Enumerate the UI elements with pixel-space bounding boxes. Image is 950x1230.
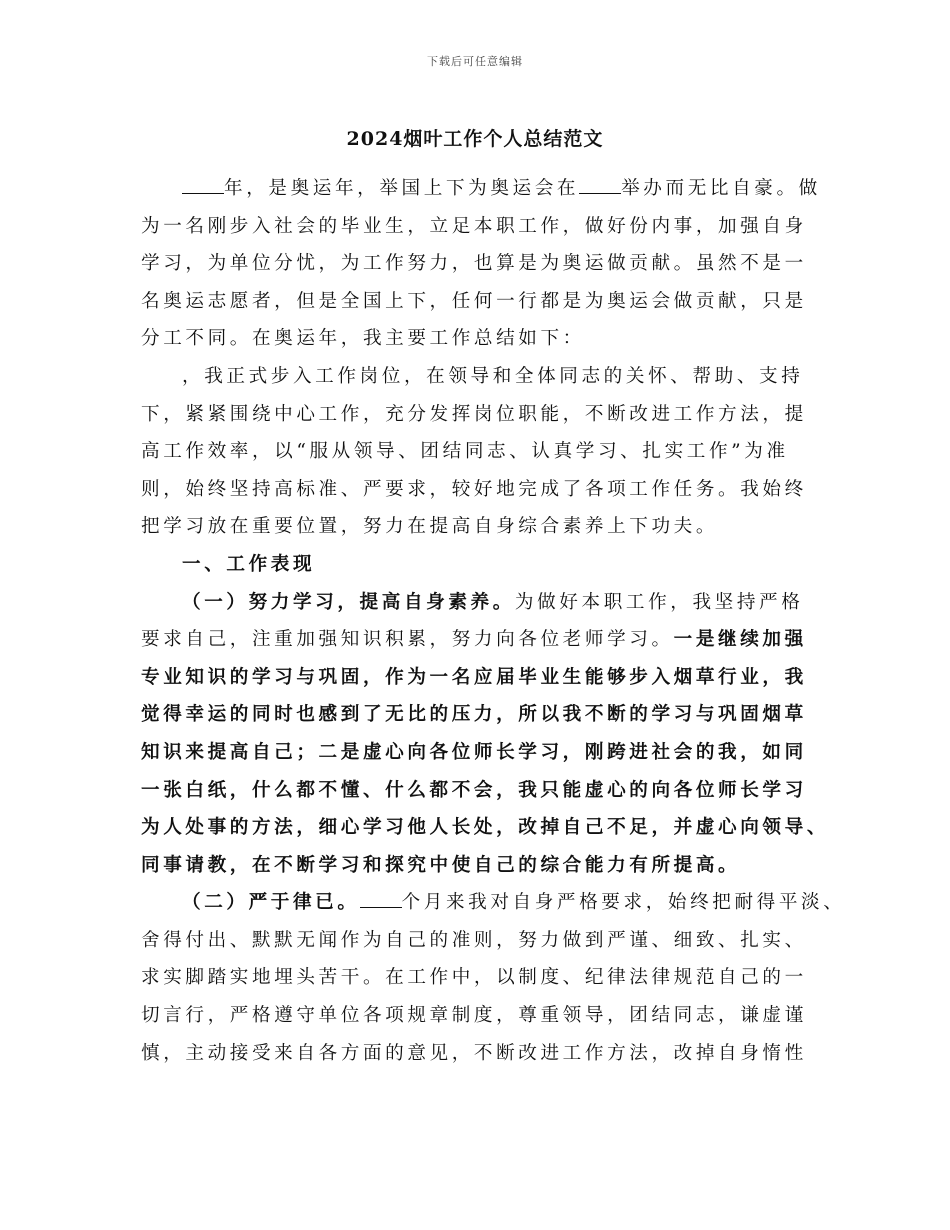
paragraph-line: （二）严于律已。 个月来我对自身严格要求，始终把耐得平淡、 — [141, 884, 829, 922]
header-note: 下载后可任意编辑 — [427, 55, 523, 68]
paragraph-line: 年，是奥运年，举国上下为奥运会在 举办而无比自豪。做 — [141, 170, 829, 208]
paragraph-line: 一张白纸，什么都不懂、什么都不会，我只能虚心的向各位师长学习 — [141, 779, 807, 801]
paragraph-line: 为一名刚步入社会的毕业生，立足本职工作，做好份内事，加强自身 — [141, 215, 807, 237]
blank-field — [579, 173, 621, 194]
paragraph-line: 学习，为单位分忧，为工作努力，也算是为奥运做贡献。虽然不是一 — [141, 253, 807, 275]
paragraph-line: 慎，主动接受来自各方面的意见，不断改进工作方法，改掉自身惰性 — [141, 1042, 807, 1064]
paragraph-line: 同事请教，在不断学习和探究中使自己的综合能力有所提高。 — [141, 854, 741, 876]
paragraph-line: 专业知识的学习与巩固，作为一名应届毕业生能够步入烟草行业，我 — [141, 666, 807, 688]
paragraph-line: ，我正式步入工作岗位，在领导和全体同志的关怀、帮助、支持 — [182, 365, 804, 387]
paragraph-line: 觉得幸运的同时也感到了无比的压力，所以我不断的学习与巩固烟草 — [141, 704, 807, 726]
paragraph-line: 分工不同。在奥运年，我主要工作总结如下： — [141, 328, 585, 350]
paragraph-line: 知识来提高自己；二是虚心向各位师长学习，刚跨进社会的我，如同 — [141, 741, 807, 763]
paragraph-line: 舍得付出、默默无闻作为自己的准则，努力做到严谨、细致、扎实、 — [141, 929, 807, 951]
document-title: 2024烟叶工作个人总结范文 — [346, 128, 604, 150]
blank-field — [360, 888, 402, 909]
paragraph-line: （一）努力学习，提高自身素养。为做好本职工作，我坚持严格 — [182, 591, 804, 613]
paragraph-line: 下，紧紧围绕中心工作，充分发挥岗位职能，不断改进工作方法，提 — [141, 403, 807, 425]
paragraph-line: 要求自己，注重加强知识积累，努力向各位老师学习。一是继续加强 — [141, 629, 807, 651]
paragraph-line: 把学习放在重要位置，努力在提高自身综合素养上下功夫。 — [141, 516, 719, 538]
paragraph-line: 切言行，严格遵守单位各项规章制度，尊重领导，团结同志，谦虚谨 — [141, 1005, 807, 1027]
paragraph-line: 高工作效率，以“服从领导、团结同志、认真学习、扎实工作”为准 — [141, 441, 789, 463]
blank-field — [182, 173, 224, 194]
paragraph-line: 为人处事的方法，细心学习他人长处，改掉自己不足，并虚心向领导、 — [141, 817, 830, 839]
paragraph-line: 则，始终坚持高标准、严要求，较好地完成了各项工作任务。我始终 — [141, 478, 807, 500]
paragraph-line: 求实脚踏实地埋头苦干。在工作中，以制度、纪律法律规范自己的一 — [141, 967, 807, 989]
document-body — [141, 170, 846, 1072]
subsection-heading: （一）努力学习，提高自身素养。 — [182, 591, 515, 613]
section-heading: 一、工作表现 — [182, 553, 316, 575]
subsection-heading: （二）严于律已。 — [182, 892, 360, 914]
paragraph-line: 名奥运志愿者，但是全国上下，任何一行都是为奥运会做贡献，只是 — [141, 290, 807, 312]
